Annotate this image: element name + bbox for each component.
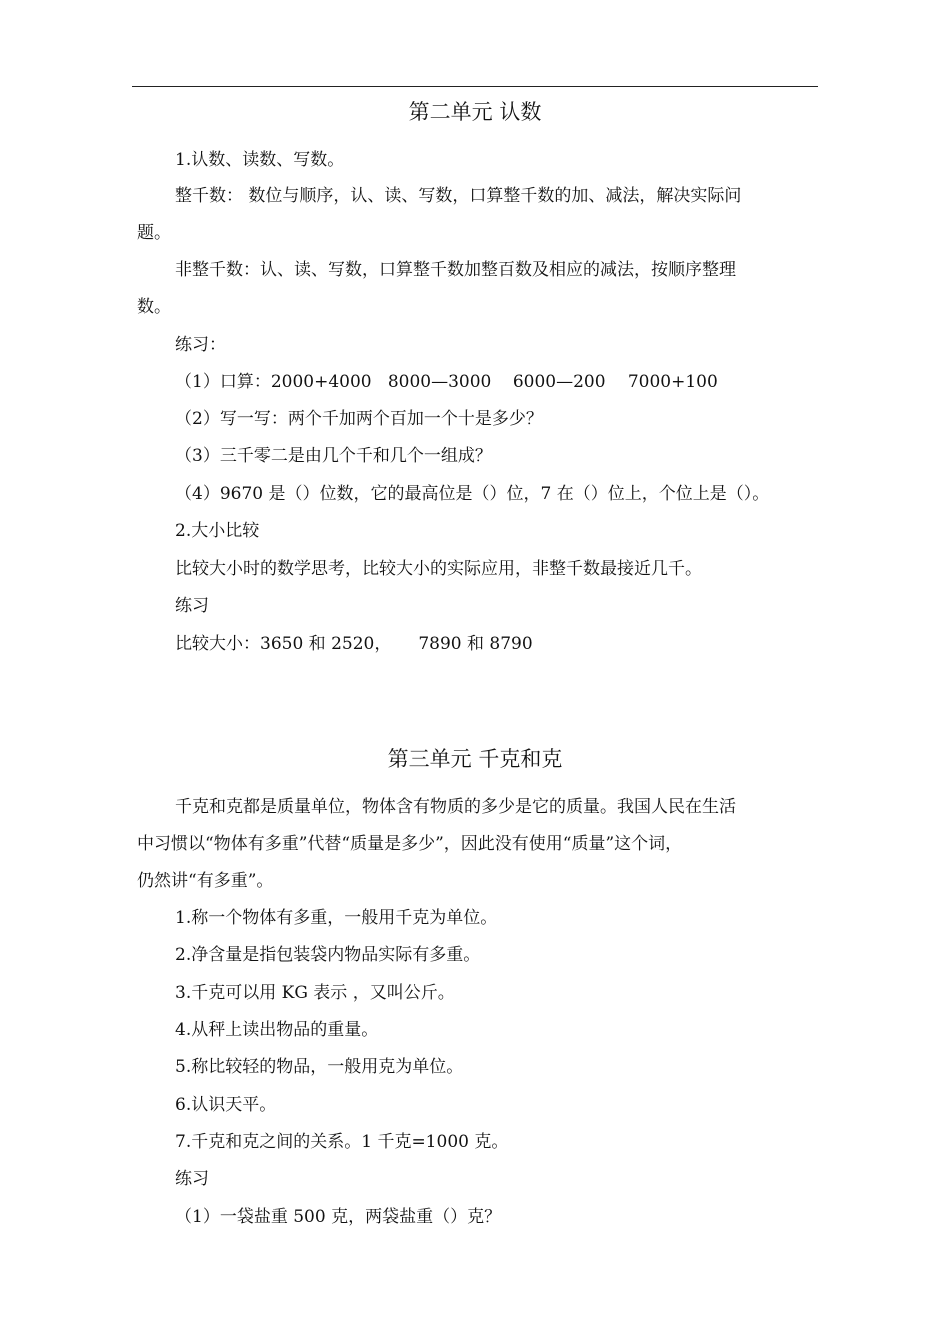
unit3-list-item: 5.称比较轻的物品，一般用克为单位。 bbox=[175, 1057, 464, 1077]
unit3-title: 第三单元 千克和克 bbox=[387, 747, 563, 771]
question1-item: 6000—200 bbox=[512, 372, 606, 392]
unit3-paragraph-line2: 中习惯以“物体有多重”代替“质量是多少”，因此没有使用“质量”这个词， bbox=[137, 834, 683, 854]
unit3-list-item: 3.千克可以用 KG 表示 ，又叫公斤。 bbox=[175, 983, 455, 1003]
unit2-section1-heading: 1.认数、读数、写数。 bbox=[175, 150, 345, 170]
unit3-paragraph-line3: 仍然讲“有多重”。 bbox=[137, 871, 274, 891]
unit2-paragraph2-line1: 非整千数：认、读、写数，口算整千数加整百数及相应的减法，按顺序整理 bbox=[175, 260, 736, 280]
unit3-paragraph-line1: 千克和克都是质量单位，物体含有物质的多少是它的质量。我国人民在生活 bbox=[175, 797, 736, 817]
question1-label: （1）口算： bbox=[175, 372, 271, 392]
question1-item: 8000—3000 bbox=[387, 372, 492, 392]
question1-item: 7000+100 bbox=[627, 372, 718, 392]
unit3-list-item: 4.从秤上读出物品的重量。 bbox=[175, 1020, 379, 1040]
unit2-compare-exercise: 比较大小：3650 和 2520， 7890 和 8790 bbox=[175, 634, 533, 654]
unit2-section2-heading: 2.大小比较 bbox=[175, 521, 260, 541]
unit3-practice-heading: 练习 bbox=[175, 1169, 209, 1189]
unit2-paragraph3: 比较大小时的数学思考，比较大小的实际应用，非整千数最接近几千。 bbox=[175, 559, 702, 579]
unit2-paragraph2-line2: 数。 bbox=[137, 297, 171, 317]
unit2-practice-heading: 练习： bbox=[175, 335, 226, 355]
unit2-practice2-heading: 练习 bbox=[175, 596, 209, 616]
unit3-list-item: 6.认识天平。 bbox=[175, 1095, 277, 1115]
unit3-question1: （1）一袋盐重 500 克，两袋盐重（）克？ bbox=[175, 1207, 502, 1227]
question1-item: 2000+4000 bbox=[270, 372, 372, 392]
unit3-list-item: 1.称一个物体有多重，一般用千克为单位。 bbox=[175, 908, 498, 928]
unit2-question1 bbox=[175, 370, 718, 394]
header-rule bbox=[132, 86, 818, 87]
unit2-paragraph1-line1: 整千数： 数位与顺序，认、读、写数，口算整千数的加、减法，解决实际问 bbox=[175, 186, 742, 206]
unit3-list-item: 2.净含量是指包装袋内物品实际有多重。 bbox=[175, 945, 481, 965]
unit2-title: 第二单元 认数 bbox=[408, 100, 542, 124]
unit2-question4: （4）9670 是（）位数，它的最高位是（）位，7 在（）位上，个位上是（）。 bbox=[175, 484, 770, 504]
unit2-question3: （3）三千零二是由几个千和几个一组成？ bbox=[175, 446, 492, 466]
unit3-list-item: 7.千克和克之间的关系。1 千克=1000 克。 bbox=[175, 1132, 509, 1152]
unit2-paragraph1-line2: 题。 bbox=[137, 223, 171, 243]
unit2-question2: （2）写一写：两个千加两个百加一个十是多少？ bbox=[175, 409, 543, 429]
